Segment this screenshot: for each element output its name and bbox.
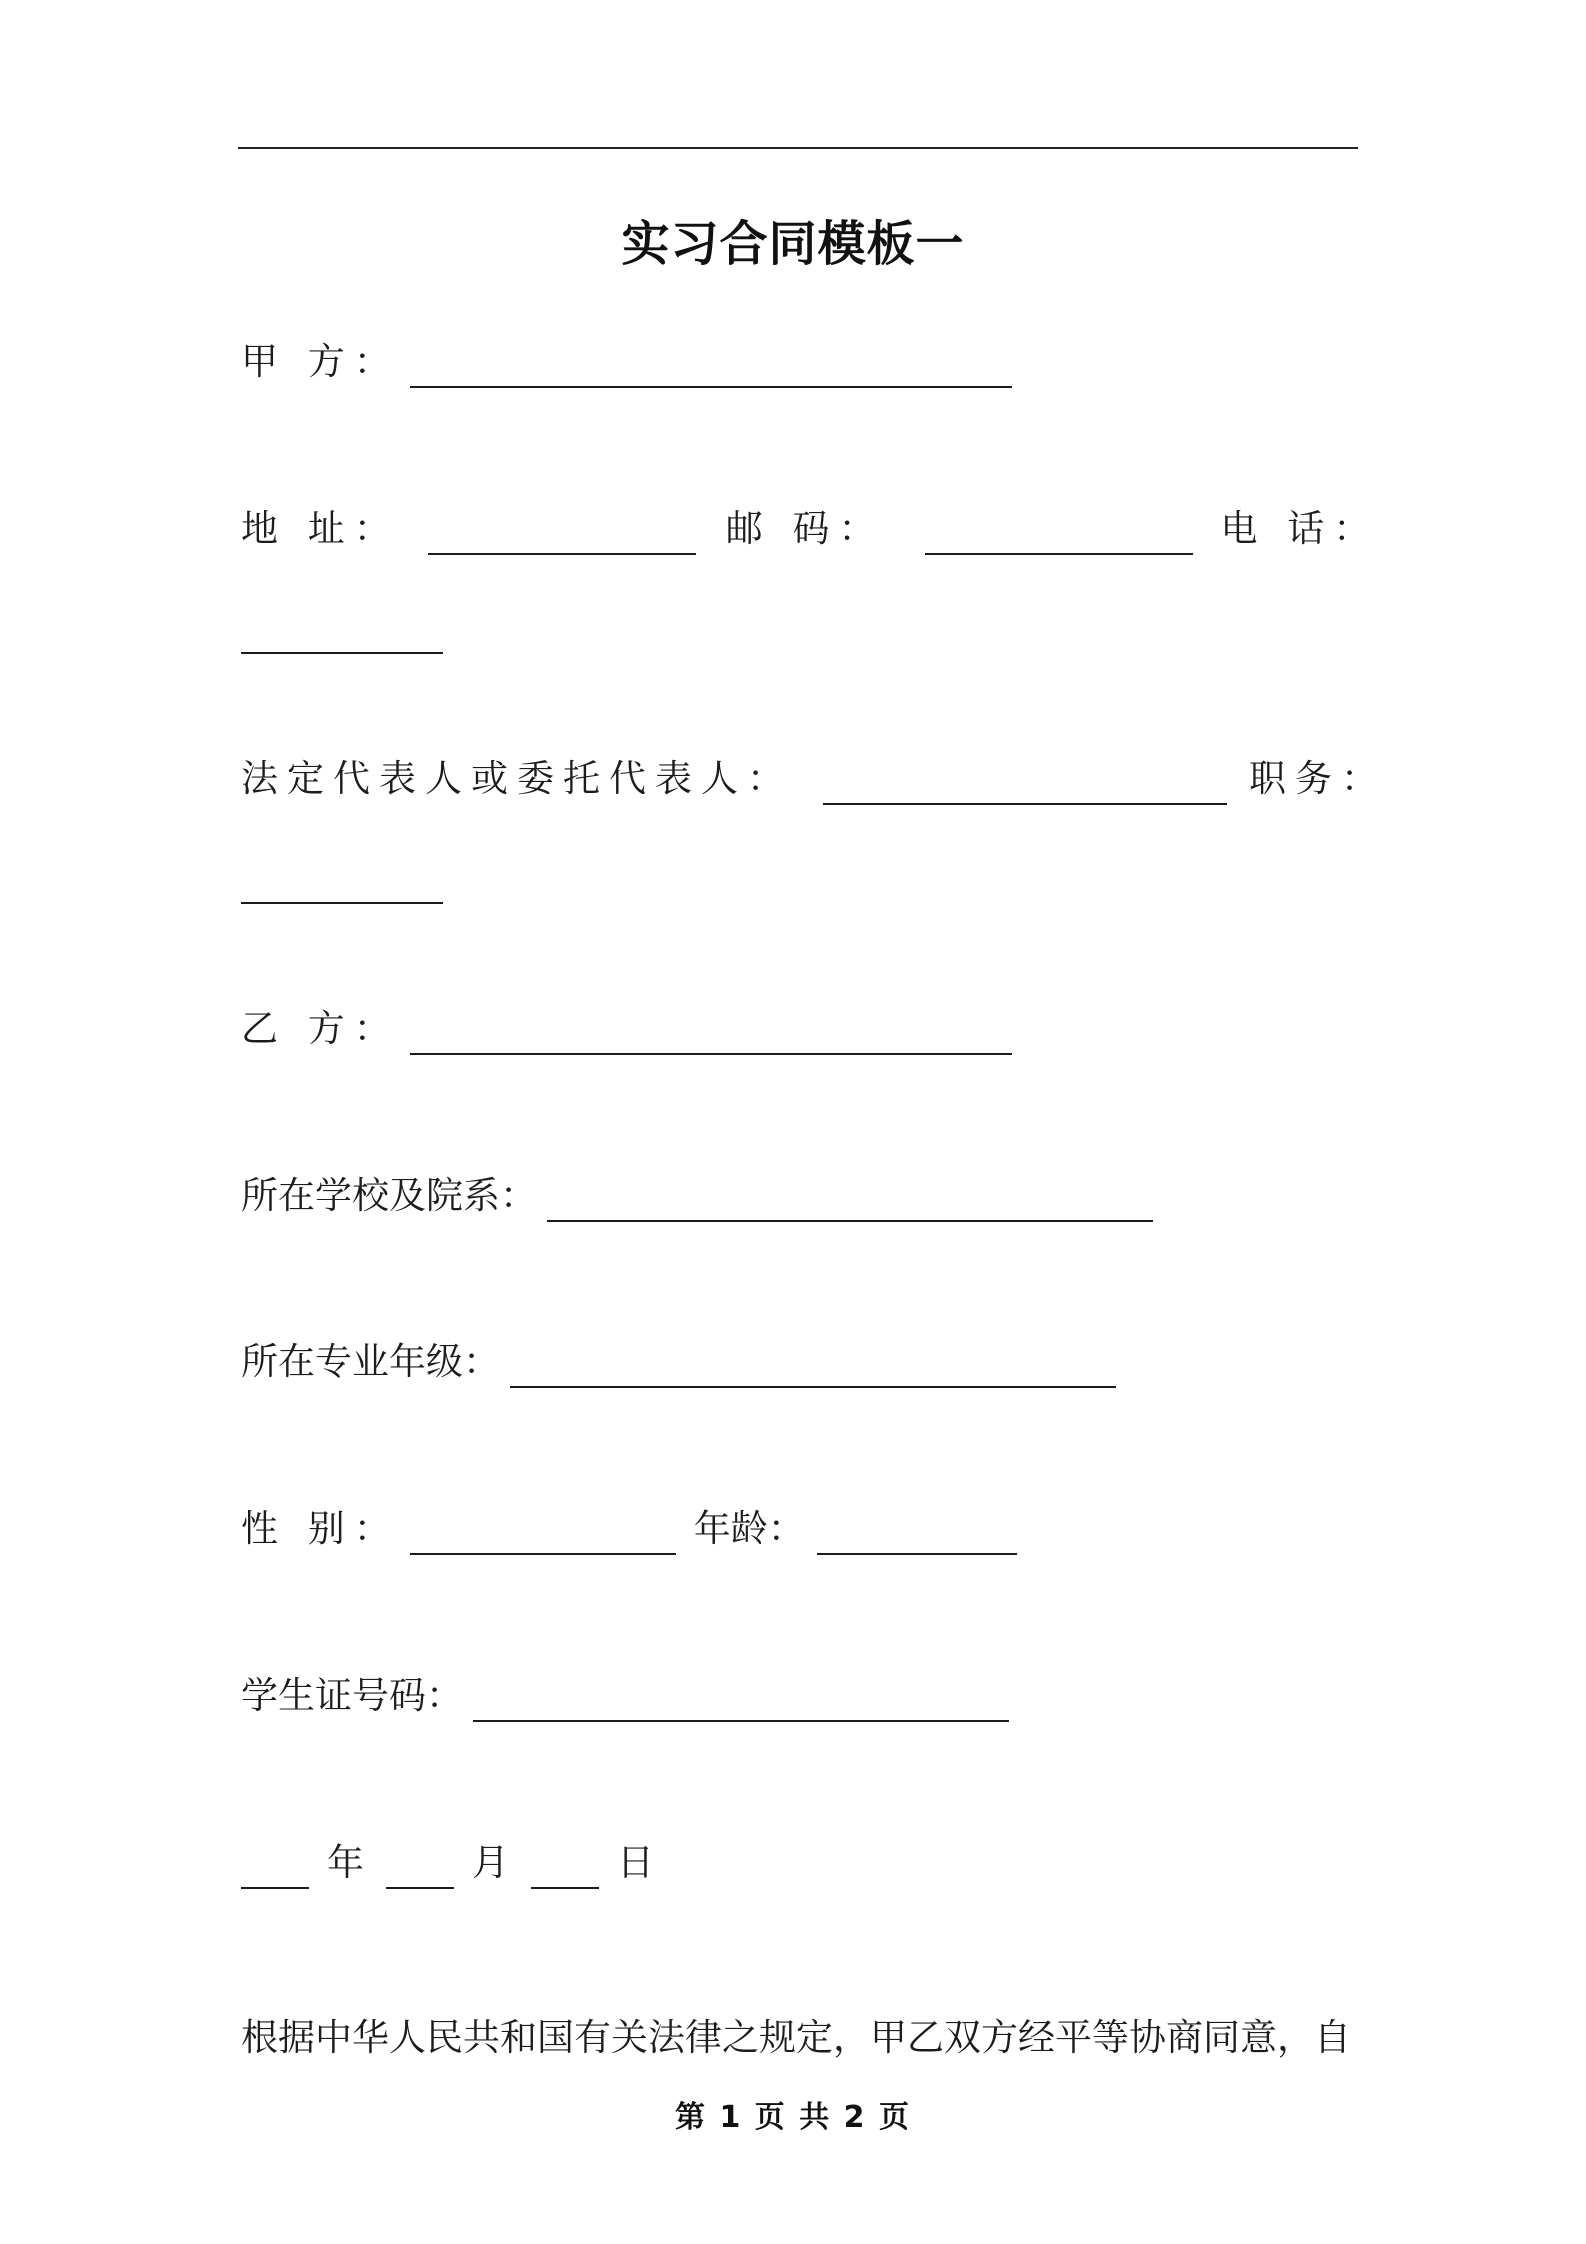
phone-line — [241, 598, 443, 658]
major-label: 所在专业年级： — [241, 1340, 500, 1383]
major-line — [241, 1332, 1116, 1392]
phone-blank[interactable] — [241, 652, 443, 654]
body-paragraph: 根据中华人民共和国有关法律之规定，甲乙双方经平等协商同意，自 — [241, 2016, 1351, 2059]
day-blank[interactable] — [531, 1887, 599, 1889]
school-label: 所在学校及院系： — [241, 1174, 537, 1217]
party-a-blank[interactable] — [410, 386, 1012, 388]
postcode-label: 邮 码： — [725, 507, 885, 550]
position-line — [241, 848, 443, 908]
representative-label: 法定代表人或委托代表人： — [241, 757, 793, 800]
school-blank[interactable] — [547, 1220, 1153, 1222]
year-blank[interactable] — [241, 1887, 309, 1889]
month-blank[interactable] — [386, 1887, 454, 1889]
month-label: 月 — [472, 1841, 509, 1884]
representative-blank[interactable] — [823, 803, 1227, 805]
gender-age-line — [241, 1499, 1017, 1559]
position-label: 职务： — [1249, 757, 1387, 800]
representative-line — [241, 749, 1387, 809]
page-indicator: 第 1 页 共 2 页 — [675, 2100, 911, 2135]
address-line — [241, 499, 1379, 559]
party-b-blank[interactable] — [410, 1053, 1012, 1055]
postcode-blank[interactable] — [925, 553, 1193, 555]
age-label: 年龄： — [693, 1507, 805, 1550]
year-label: 年 — [327, 1841, 364, 1884]
student-id-line — [241, 1666, 1009, 1726]
date-line — [241, 1833, 654, 1893]
party-a-label: 甲 方： — [241, 340, 400, 383]
address-label: 地 址： — [241, 507, 400, 550]
major-blank[interactable] — [510, 1386, 1116, 1388]
day-label: 日 — [617, 1841, 654, 1884]
party-a-line — [241, 332, 1012, 392]
position-blank[interactable] — [241, 902, 443, 904]
student-id-blank[interactable] — [473, 1720, 1009, 1722]
gender-label: 性 别： — [241, 1507, 400, 1550]
age-blank[interactable] — [817, 1553, 1017, 1555]
phone-label: 电 话： — [1220, 507, 1380, 550]
party-b-label: 乙 方： — [241, 1007, 400, 1050]
address-blank[interactable] — [428, 553, 696, 555]
student-id-label: 学生证号码： — [241, 1674, 463, 1717]
gender-blank[interactable] — [410, 1553, 676, 1555]
header-rule — [238, 147, 1358, 149]
school-line — [241, 1166, 1153, 1226]
party-b-line — [241, 999, 1012, 1059]
document-title: 实习合同模板一 — [621, 216, 965, 272]
